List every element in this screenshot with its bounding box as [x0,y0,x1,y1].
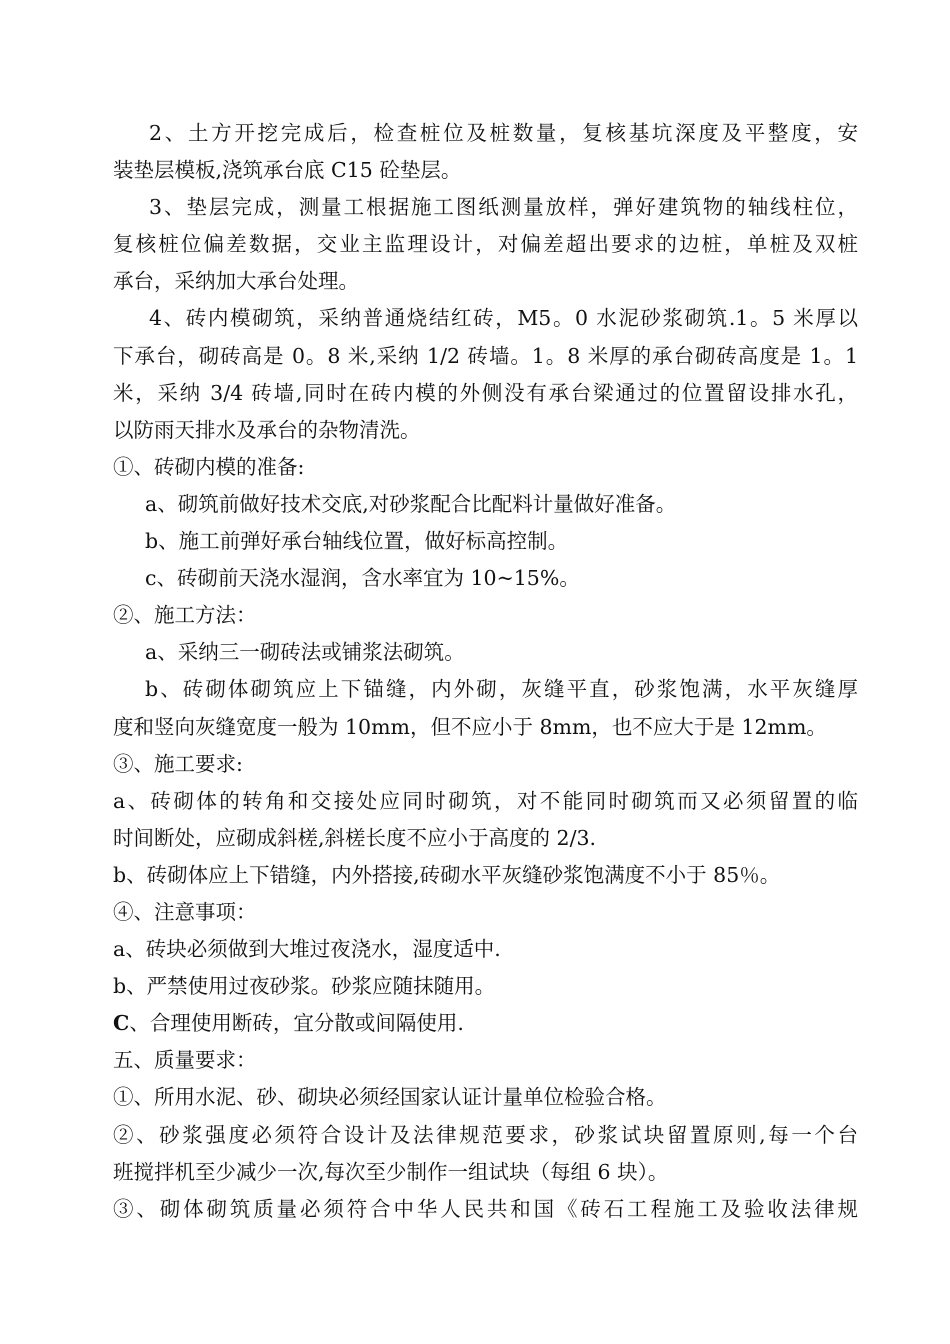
para4-line2: 下承台，砌砖高是 0。8 米,采纳 1/2 砖墙。1。8 米厚的承台砌砖高度是 1。1 [113,343,858,368]
para3-line3: 承台，采纳加大承台处理。 [113,269,359,294]
para3-line1: 3、垫层完成，测量工根据施工图纸测量放样，弹好建筑物的轴线柱位， [149,195,858,220]
document-body [113,115,858,1228]
section2-item-a: a、采纳三一砌砖法或铺浆法砌筑。 [145,640,465,665]
section2-item-b-line2: 度和竖向灰缝宽度一般为 10mm，但不应小于 8mm，也不应大于是 12mm。 [113,714,827,739]
para2-line1: 2、土方开挖完成后，检查桩位及桩数量，复核基坑深度及平整度，安 [149,121,858,145]
section3-heading: ③、施工要求: [113,751,243,776]
section5-heading: 五、质量要求： [113,1048,257,1073]
section4-item-c [113,1005,858,1042]
section4-item-c-text: 、合理使用断砖，宜分散或间隔使用. [129,1011,464,1036]
para4-line4: 以防雨天排水及承台的杂物清洗。 [113,417,421,442]
section1-heading: ①、砖砌内模的准备: [113,454,305,479]
section1-item-b: b、施工前弹好承台轴线位置，做好标高控制。 [145,529,569,554]
section3-item-a-line2: 时间断处，应砌成斜槎,斜槎长度不应小于高度的 2/3. [113,825,597,850]
section4-item-c-letter: C [113,1011,130,1036]
para3-line2: 复核桩位偏差数据，交业主监理设计，对偏差超出要求的边桩，单桩及双桩 [113,232,858,257]
section2-item-b-line1: b、砖砌体砌筑应上下锚缝，内外砌，灰缝平直，砂浆饱满，水平灰缝厚 [145,677,858,702]
para4-line3: 米，采纳 3/4 砖墙,同时在砖内模的外侧没有承台梁通过的位置留设排水孔， [113,380,858,405]
section2-heading: ②、施工方法： [113,603,257,628]
para2-line2: 装垫层模板,浇筑承台底 C15 砼垫层。 [113,158,462,183]
section1-item-c: c、砖砌前天浇水湿润，含水率宜为 10~15%。 [145,566,580,591]
section4-item-a: a、砖块必须做到大堆过夜浇水，湿度适中. [113,937,501,962]
section5-item-1: ①、所用水泥、砂、砌块必须经国家认证计量单位检验合格。 [113,1085,667,1110]
section5-item-3-line1: ③、砌体砌筑质量必须符合中华人民共和国《砖石工程施工及验收法律规 [113,1196,858,1221]
section5-item-2-line2: 班搅拌机至少减少一次,每次至少制作一组试块（每组 6 块）。 [113,1159,669,1184]
section5-item-2-line1: ②、砂浆强度必须符合设计及法律规范要求，砂浆试块留置原则,每一个台 [113,1122,858,1147]
section1-item-a: a、砌筑前做好技术交底,对砂浆配合比配料计量做好准备。 [145,491,677,516]
section4-heading: ④、注意事项： [113,899,257,924]
para4-line1: 4、砖内模砌筑，采纳普通烧结红砖，M5。0 水泥砂浆砌筑.1。5 米厚以 [149,306,858,331]
section3-item-b: b、砖砌体应上下错缝，内外搭接,砖砌水平灰缝砂浆饱满度不小于 85％。 [113,862,781,887]
section4-item-b: b、严禁使用过夜砂浆。砂浆应随抹随用。 [113,974,496,999]
section3-item-a-line1: a、砖砌体的转角和交接处应同时砌筑，对不能同时砌筑而又必须留置的临 [113,788,858,813]
